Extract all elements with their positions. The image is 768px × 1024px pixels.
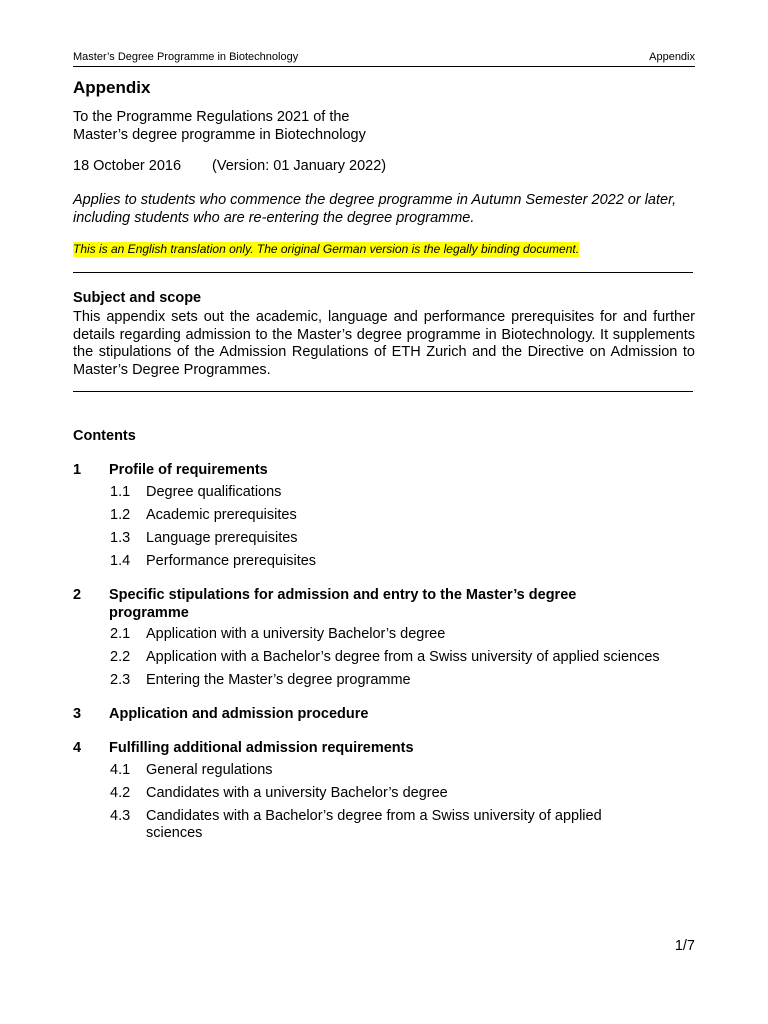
translation-note: This is an English translation only. The original German version is the legally binding document. [73,242,580,256]
toc-section-title: Specific stipulations for admission and entry to the Master’s degree programme [109,587,577,621]
toc-section-number: 3 [73,706,82,722]
toc-item-number: 1.3 [110,530,131,546]
toc-item-number: 4.2 [110,785,131,801]
divider [73,272,693,273]
toc-item-title: General regulations [146,762,273,778]
contents-heading: Contents [73,428,136,444]
divider [73,391,693,392]
toc-section-title: Application and admission procedure [109,706,369,722]
page-number: 1/7 [674,938,695,954]
page-title: Appendix [73,78,151,97]
header-programme: Master’s Degree Programme in Biotechnology [73,51,299,63]
toc-item-title: Entering the Master’s degree programme [146,672,411,688]
toc-item-title: Candidates with a university Bachelor’s degree [146,785,448,801]
regulations-reference [73,108,366,144]
header-appendix: Appendix [649,51,695,63]
toc-section-number: 2 [73,587,82,603]
document-page [73,0,695,1024]
toc-item-title: Application with a Bachelor’s degree from a Swiss university of applied sciences [146,649,660,665]
toc-item-title: Language prerequisites [146,530,298,546]
toc-item-number: 2.2 [110,649,131,665]
toc-item-number: 4.3 [110,808,131,824]
toc-item-number: 1.2 [110,507,131,523]
toc-item-title: Candidates with a Bachelor’s degree from a Swiss university of applied sciences [146,808,602,841]
version-date: (Version: 01 January 2022) [212,158,387,174]
toc-item-number: 4.1 [110,762,131,778]
toc-item-title: Academic prerequisites [146,507,297,523]
date-line [73,158,387,174]
toc-item-title: Application with a university Bachelor’s degree [146,626,446,642]
regulations-line-1: To the Programme Regulations 2021 of the [73,109,350,125]
subject-text: This appendix sets out the academic, language and performance prerequisites for and further details regarding admission to the Master’s degree programme in Biotechnology. It supplements the stipulations of the Admission Regulations of ETH Zurich and the Directive on Admission to Master’s Degree Programmes. [73,309,695,378]
toc-section-number: 1 [73,462,82,478]
regulations-line-2: Master’s degree programme in Biotechnology [73,127,366,143]
toc-section-number: 4 [73,740,82,756]
toc-item-title: Performance prerequisites [146,553,317,569]
toc-item-number: 1.1 [110,484,131,500]
page-header [73,51,695,67]
toc-section-title: Profile of requirements [109,462,268,478]
toc-item-number: 1.4 [110,553,131,569]
toc-item-number: 2.3 [110,672,131,688]
toc-section-title: Fulfilling additional admission requirements [109,740,414,756]
toc-item-title: Degree qualifications [146,484,282,500]
applies-note: Applies to students who commence the degree programme in Autumn Semester 2022 or later, including students who are re-entering the degree programme. [73,192,677,226]
subject-heading: Subject and scope [73,290,202,306]
toc-item-number: 2.1 [110,626,131,642]
issue-date: 18 October 2016 [73,158,182,174]
